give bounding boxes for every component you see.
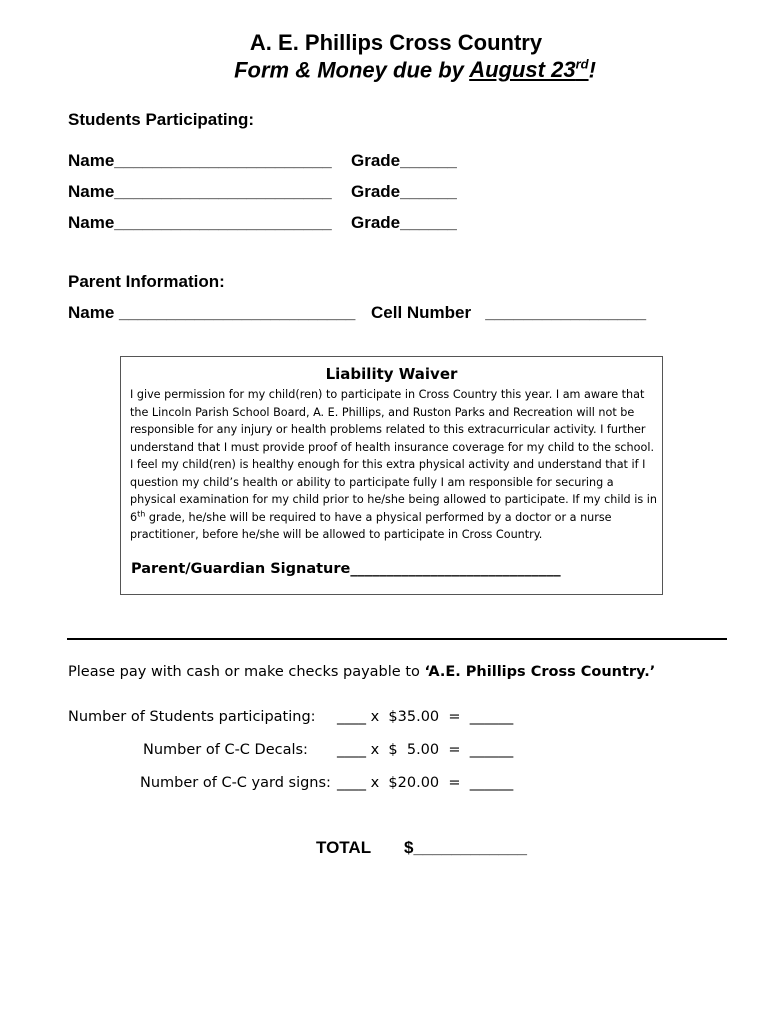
student-grade-field-3[interactable]: Grade______	[351, 213, 457, 232]
guardian-signature-field[interactable]: Parent/Guardian Signature_____________________________	[131, 561, 561, 577]
yard-signs-count-label: Number of C-C yard signs:	[140, 775, 331, 791]
section-divider	[67, 638, 727, 640]
waiver-title: Liability Waiver	[325, 365, 458, 383]
student-grade-field-2[interactable]: Grade______	[351, 182, 457, 201]
students-count-label: Number of Students participating:	[68, 709, 316, 725]
student-name-field-2[interactable]: Name_______________________	[68, 182, 332, 201]
waiver-grade-suffix: th	[137, 508, 146, 518]
form-subtitle	[0, 57, 770, 83]
students-fee-calc[interactable]: ____ x $35.00 = ______	[337, 709, 514, 725]
payment-instruction-text: Please pay with cash or make checks payable to	[68, 664, 425, 680]
due-date-text: August 23	[469, 57, 576, 83]
subtitle-prefix: Form & Money due by	[234, 57, 470, 83]
parent-heading: Parent Information:	[68, 272, 225, 291]
due-date	[469, 57, 588, 82]
waiver-text-part2: grade, he/she will be required to have a physical performed by a doctor or a nurse practitioner, before he/she will be allowed to participate in Cross Country.	[130, 510, 612, 541]
student-grade-field-1[interactable]: Grade______	[351, 151, 457, 170]
students-heading: Students Participating:	[68, 110, 255, 129]
decals-count-label: Number of C-C Decals:	[143, 742, 308, 758]
waiver-text-part1: I give permission for my child(ren) to participate in Cross Country this year. I am aware that the Lincoln Parish School Board, A. E. Phillips, and Ruston Parks and Recreation will not be responsible for any injury or health problems related to this extracurricular activity. I further understand that I must provide proof of health insurance coverage for my child to the school. I feel my child(ren) is healthy enough for this extra physical activity and understand that if I question my child’s health or ability to participate fully I am responsible for securing a physical examination for my child prior to he/she being allowed to participate. If my child is in 6	[130, 388, 657, 524]
total-label: TOTAL	[316, 838, 372, 857]
form-title: A. E. Phillips Cross Country	[249, 30, 543, 55]
due-date-suffix: rd	[575, 57, 589, 72]
payment-instruction	[68, 664, 655, 680]
liability-waiver-box	[120, 356, 663, 595]
yard-signs-fee-calc[interactable]: ____ x $20.00 = ______	[337, 775, 514, 791]
student-name-field-3[interactable]: Name_______________________	[68, 213, 332, 232]
decals-fee-calc[interactable]: ____ x $ 5.00 = ______	[337, 742, 514, 758]
parent-name-field[interactable]: Name _________________________	[68, 303, 356, 322]
subtitle-exclamation: !	[588, 57, 596, 83]
total-amount-field[interactable]: $____________	[404, 838, 527, 857]
parent-cell-field[interactable]: Cell Number _________________	[371, 303, 647, 322]
student-name-field-1[interactable]: Name_______________________	[68, 151, 332, 170]
payee-name: ‘A.E. Phillips Cross Country.’	[424, 664, 656, 680]
waiver-body	[130, 386, 660, 544]
